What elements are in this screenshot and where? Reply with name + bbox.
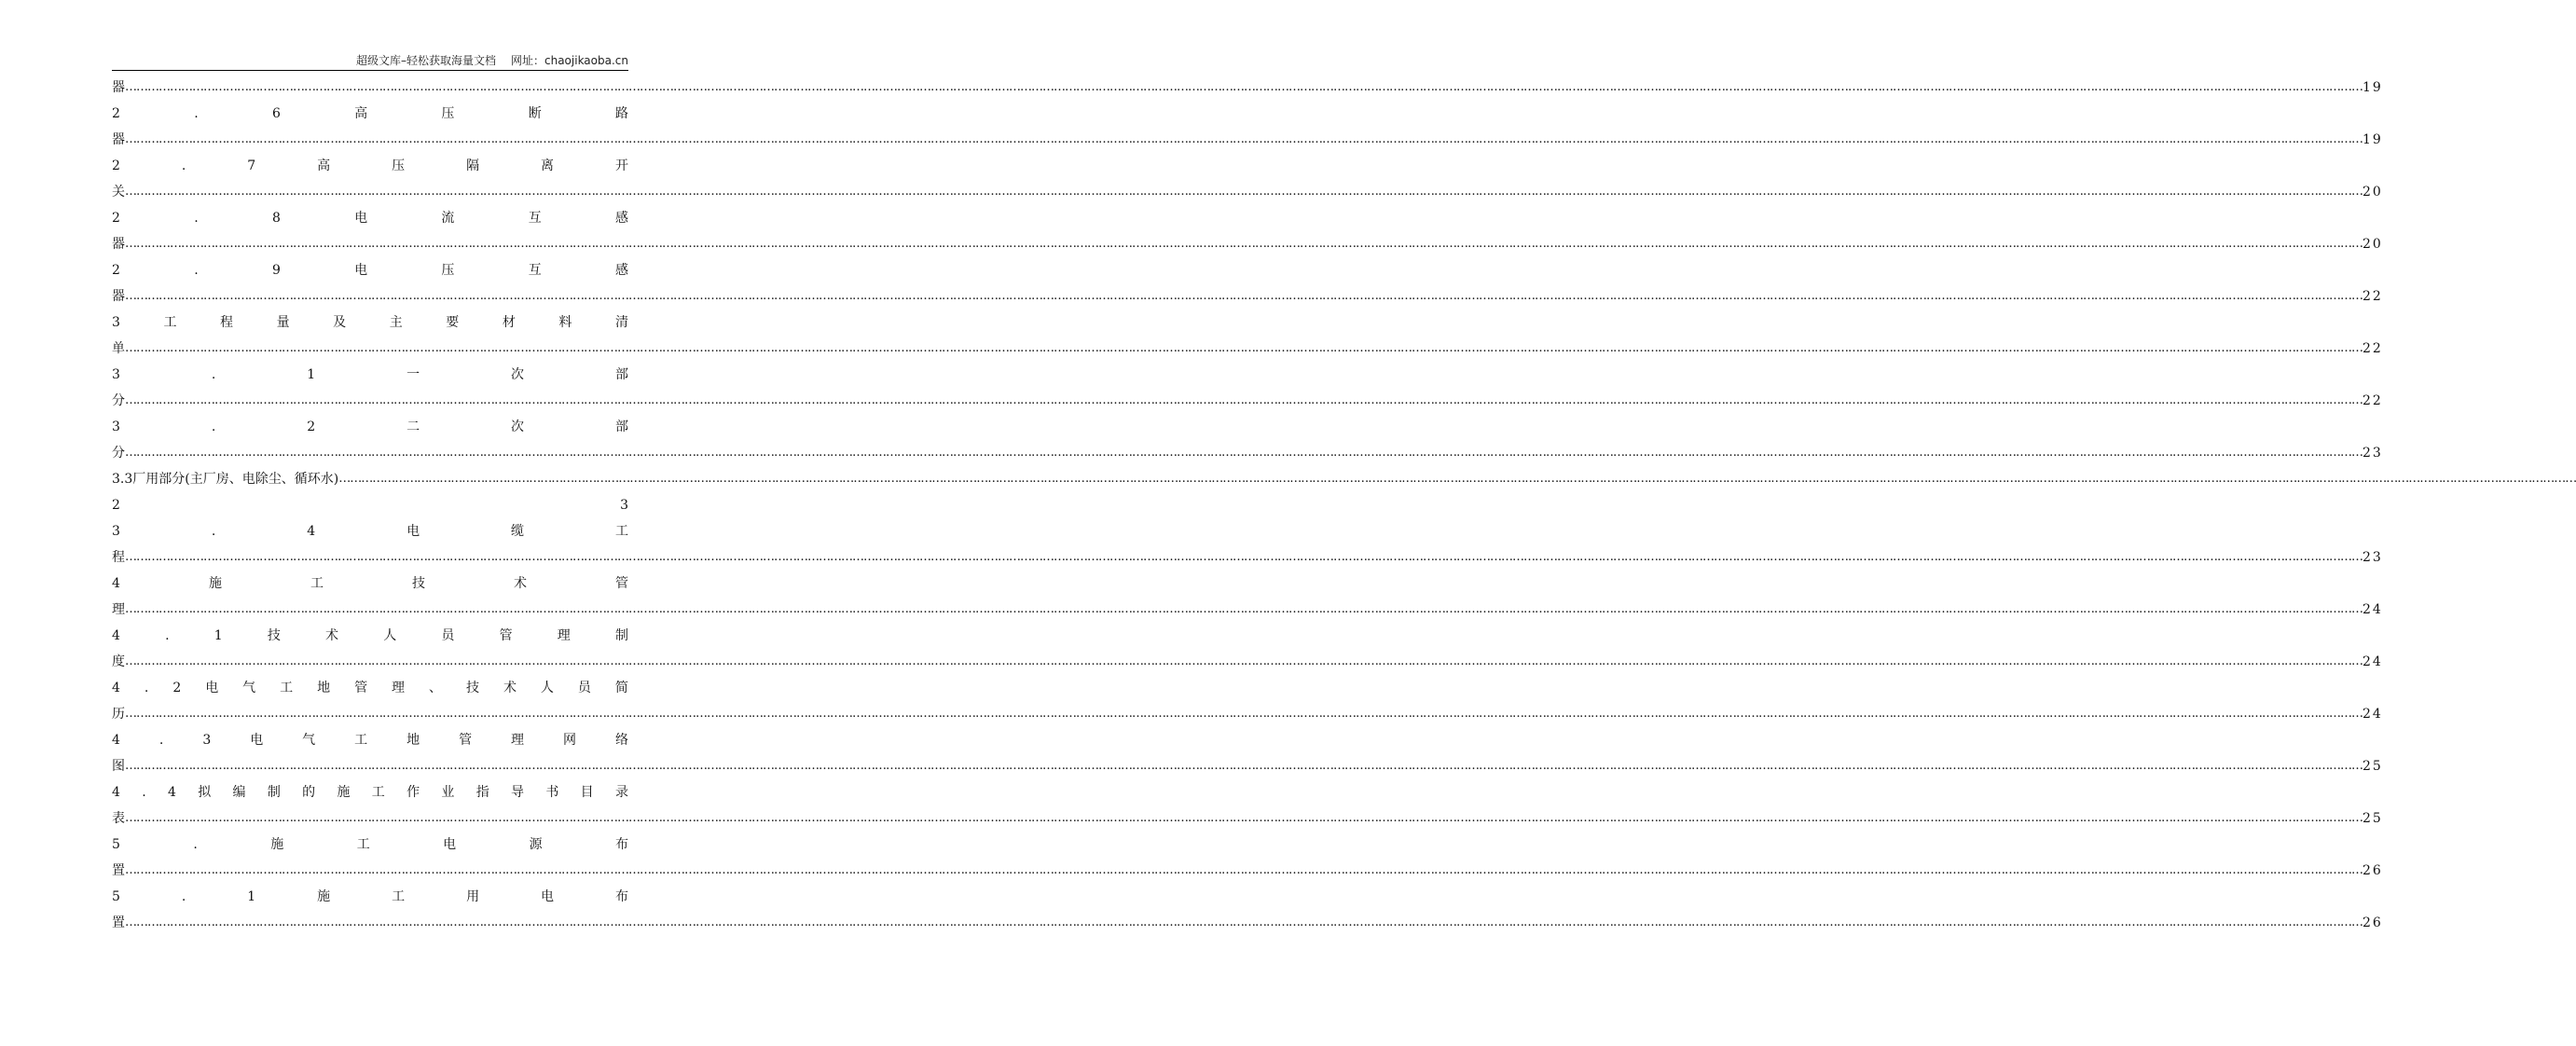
toc-entry-text: 图: [112, 759, 125, 774]
toc-token: 二: [406, 420, 420, 434]
toc-token: 8: [271, 211, 281, 226]
header-url: chaojikaoba.cn: [544, 54, 628, 67]
toc-token: 2: [112, 158, 120, 173]
toc-token: 、: [429, 681, 443, 695]
toc-token: 作: [406, 785, 420, 800]
toc-token: 部: [614, 420, 628, 434]
toc-token: 施: [337, 785, 351, 800]
toc-token: .: [158, 733, 164, 748]
toc-leader-dots: ……………………………………………………………………………………………………………………………………………………………………………………………………………………………………………………………………………………………………………………………………………………………………………………………………………………………………………………………………………………………………………………………………………………: [125, 80, 2362, 94]
toc-token: 编: [232, 785, 246, 800]
toc-token: 理: [511, 733, 525, 748]
toc-token: 压: [441, 263, 455, 278]
toc-page-number: 20: [2362, 237, 2383, 252]
toc-token: 4: [112, 681, 120, 695]
toc-token: 电: [541, 889, 555, 904]
toc-token: 次: [511, 367, 525, 382]
toc-leader-dots: ……………………………………………………………………………………………………………………………………………………………………………………………………………………………………………………………………………………………………………………………………………………………………………………………………………………………………………………………………………………………………………………………………………………: [125, 289, 2362, 303]
toc-page-number: 22: [2362, 289, 2383, 304]
toc-entry-text: 分: [112, 446, 125, 461]
toc-page-number: 25: [2362, 759, 2383, 774]
toc-token: 理: [392, 681, 406, 695]
toc-token: 量: [276, 315, 290, 330]
toc-token: 工: [163, 315, 177, 330]
toc-token: 感: [614, 263, 628, 278]
toc-token: 断: [528, 106, 542, 121]
toc-token: 管: [499, 628, 513, 643]
toc-token: 1: [307, 367, 316, 382]
header-rule: [112, 70, 628, 71]
toc-line: [112, 362, 628, 388]
toc-token: .: [181, 158, 186, 173]
toc-entry-text: 器: [112, 289, 125, 304]
toc-token: .: [194, 211, 199, 226]
toc-leader-dots: ……………………………………………………………………………………………………………………………………………………………………………………………………………………………………………………………………………………………………………………………………………………………………………………………………………………………………………………………………………………………………………………………………………………: [125, 811, 2362, 825]
toc-line: [112, 257, 628, 283]
toc-entry-text: 表: [112, 811, 125, 826]
header-site-text: 超级文库–轻松获取海量文档: [355, 54, 496, 67]
toc-token: 高: [317, 158, 331, 173]
toc-token: 电: [406, 524, 420, 539]
toc-token: 制: [267, 785, 281, 800]
toc-line: [112, 127, 2383, 153]
toc-line: [112, 205, 628, 231]
toc-entry-text: 器: [112, 132, 125, 147]
toc-token: 目: [580, 785, 594, 800]
toc-token: 工: [280, 681, 294, 695]
toc-line: [112, 388, 2383, 414]
toc-line: [112, 544, 2383, 571]
table-of-contents: [112, 75, 2576, 936]
toc-token: 工: [310, 576, 324, 591]
toc-line: [112, 675, 628, 701]
toc-leader-dots: ……………………………………………………………………………………………………………………………………………………………………………………………………………………………………………………………………………………………………………………………………………………………………………………………………………………………………………………………………………………………………………………………………………………: [125, 393, 2362, 407]
toc-token: 2: [172, 681, 182, 695]
toc-line: [112, 910, 2383, 936]
toc-token: 施: [270, 837, 284, 852]
toc-token: 材: [502, 315, 516, 330]
toc-token: 布: [614, 889, 628, 904]
toc-leader-dots: ……………………………………………………………………………………………………………………………………………………………………………………………………………………………………………………………………………………………………………………………………………………………………………………………………………………………………………………………………………………………………………………………………………………: [125, 863, 2362, 877]
toc-page-number: 22: [2362, 341, 2383, 356]
toc-token: 气: [242, 681, 256, 695]
toc-entry-text: 器: [112, 237, 125, 252]
toc-line: [112, 414, 628, 440]
toc-leader-dots: ……………………………………………………………………………………………………………………………………………………………………………………………………………………………………………………………………………………………………………………………………………………………………………………………………………………………………………………………………………………………………………………………………………………: [125, 550, 2362, 564]
toc-token: 4: [112, 628, 120, 643]
toc-token: 术: [503, 681, 517, 695]
toc-token: 开: [614, 158, 628, 173]
toc-token: 管: [615, 576, 628, 591]
toc-token: 2: [112, 211, 120, 226]
toc-token: 料: [558, 315, 572, 330]
toc-token: 电: [205, 681, 219, 695]
toc-token: 高: [354, 106, 368, 121]
toc-page-number: 26: [2362, 915, 2383, 930]
toc-entry-text: 理: [112, 602, 125, 617]
toc-token: 压: [392, 158, 406, 173]
toc-token: 4: [168, 785, 176, 800]
toc-token: 感: [614, 211, 628, 226]
toc-leader-dots: ……………………………………………………………………………………………………………………………………………………………………………………………………………………………………………………………………………………………………………………………………………………………………………………………………………………………………………………………………………………………………………………………………………………: [125, 654, 2362, 668]
toc-entry-text: 置: [112, 915, 125, 930]
toc-line: [112, 231, 2383, 257]
toc-line: [112, 701, 2383, 727]
toc-leader-dots: ……………………………………………………………………………………………………………………………………………………………………………………………………………………………………………………………………………………………………………………………………………………………………………………………………………………………………………………………………………………………………………………………………………………: [125, 915, 2362, 929]
toc-page-number: 23: [2362, 446, 2383, 461]
toc-token: 业: [441, 785, 455, 800]
toc-leader-dots: ……………………………………………………………………………………………………………………………………………………………………………………………………………………………………………………………………………………………………………………………………………………………………………………………………………………………………………………………………………………………………………………………………………………: [125, 446, 2362, 460]
toc-token: 管: [354, 681, 368, 695]
toc-page-number: 22: [2362, 393, 2383, 408]
toc-token: 指: [475, 785, 489, 800]
toc-entry-text: 器: [112, 80, 125, 95]
toc-token: 7: [247, 158, 256, 173]
toc-page-number: 20: [2362, 185, 2383, 200]
toc-token: 电: [354, 263, 368, 278]
toc-line: [112, 571, 628, 597]
toc-token: 压: [441, 106, 455, 121]
toc-token: .: [211, 524, 216, 539]
toc-token: 1: [247, 889, 256, 904]
toc-token: 3: [112, 315, 120, 330]
toc-line: [112, 336, 2383, 362]
toc-page-number: 25: [2362, 811, 2383, 826]
toc-token: 用: [466, 889, 480, 904]
toc-token: 5: [112, 889, 120, 904]
toc-token: 的: [302, 785, 316, 800]
toc-line: [112, 101, 628, 127]
toc-line: [112, 805, 2383, 832]
toc-token: 制: [614, 628, 628, 643]
toc-token: 气: [302, 733, 316, 748]
toc-token: 源: [529, 837, 543, 852]
toc-token: 地: [317, 681, 331, 695]
toc-leader-dots: ……………………………………………………………………………………………………………………………………………………………………………………………………………………………………………………………………………………………………………………………………………………………………………………………………………………………………………………………………………………………………………………………………………………: [338, 472, 2576, 486]
toc-line: [112, 518, 628, 544]
toc-token: 理: [557, 628, 571, 643]
toc-token: 人: [540, 681, 554, 695]
toc-token: 3: [202, 733, 212, 748]
toc-page-number: 19: [2362, 80, 2383, 95]
toc-token: 工: [356, 837, 370, 852]
toc-token: 4: [307, 524, 316, 539]
toc-page-number: 23: [2362, 550, 2383, 565]
toc-line: [112, 623, 628, 649]
toc-line: [112, 440, 2383, 466]
toc-line: [112, 75, 2383, 101]
toc-line: [112, 649, 2383, 675]
toc-token: 技: [465, 681, 479, 695]
toc-token: 工: [614, 524, 628, 539]
toc-token: 录: [614, 785, 628, 800]
toc-token: 电: [354, 211, 368, 226]
toc-token: 2: [112, 498, 120, 513]
toc-token: .: [165, 628, 170, 643]
toc-token: 互: [528, 211, 542, 226]
toc-token: 4: [112, 785, 120, 800]
toc-line: [112, 779, 628, 805]
toc-token: 清: [614, 315, 628, 330]
toc-entry-text: 历: [112, 707, 125, 722]
toc-line: [112, 283, 2383, 310]
toc-token: 9: [271, 263, 281, 278]
toc-token: 1: [214, 628, 223, 643]
toc-token: 隔: [466, 158, 480, 173]
toc-token: 导: [511, 785, 525, 800]
toc-token: 及: [333, 315, 347, 330]
toc-token: 要: [446, 315, 460, 330]
toc-token: 布: [615, 837, 628, 852]
toc-token: 地: [406, 733, 420, 748]
toc-token: 2: [112, 263, 120, 278]
toc-line: [112, 832, 628, 858]
toc-token: 技: [411, 576, 425, 591]
toc-entry-text: 度: [112, 654, 125, 669]
toc-token: 施: [208, 576, 222, 591]
toc-token: 5: [112, 837, 120, 852]
toc-token: 互: [528, 263, 542, 278]
toc-token: 2: [307, 420, 316, 434]
toc-token: 离: [541, 158, 555, 173]
toc-token: 工: [392, 889, 406, 904]
toc-line: [112, 492, 628, 518]
toc-leader-dots: ……………………………………………………………………………………………………………………………………………………………………………………………………………………………………………………………………………………………………………………………………………………………………………………………………………………………………………………………………………………………………………………………………………………: [125, 341, 2362, 355]
toc-page-number: 24: [2362, 707, 2383, 722]
toc-token: 拟: [198, 785, 212, 800]
toc-line: [112, 179, 2383, 205]
toc-leader-dots: ……………………………………………………………………………………………………………………………………………………………………………………………………………………………………………………………………………………………………………………………………………………………………………………………………………………………………………………………………………………………………………………………………………………: [125, 237, 2362, 251]
toc-token: .: [211, 420, 216, 434]
toc-token: 络: [614, 733, 628, 748]
toc-line: [112, 753, 2383, 779]
toc-line: [112, 597, 2383, 623]
toc-token: 次: [511, 420, 525, 434]
toc-token: 3: [620, 498, 628, 513]
toc-line: [112, 153, 628, 179]
toc-page-number: 24: [2362, 654, 2383, 669]
toc-token: 4: [112, 733, 120, 748]
toc-entry-text: 程: [112, 550, 125, 565]
toc-leader-dots: ……………………………………………………………………………………………………………………………………………………………………………………………………………………………………………………………………………………………………………………………………………………………………………………………………………………………………………………………………………………………………………………………………………………: [125, 185, 2362, 199]
toc-line: [112, 466, 2576, 492]
toc-leader-dots: ……………………………………………………………………………………………………………………………………………………………………………………………………………………………………………………………………………………………………………………………………………………………………………………………………………………………………………………………………………………………………………………………………………………: [125, 707, 2362, 721]
toc-leader-dots: ……………………………………………………………………………………………………………………………………………………………………………………………………………………………………………………………………………………………………………………………………………………………………………………………………………………………………………………………………………………………………………………………………………………: [125, 602, 2362, 616]
toc-token: .: [142, 785, 146, 800]
toc-page-number: 24: [2362, 602, 2383, 617]
toc-line: [112, 310, 628, 336]
page-header: [112, 52, 628, 68]
toc-line: [112, 884, 628, 910]
toc-token: 2: [112, 106, 120, 121]
toc-token: .: [211, 367, 216, 382]
toc-token: 员: [441, 628, 455, 643]
toc-page-number: 19: [2362, 132, 2383, 147]
toc-token: 流: [441, 211, 455, 226]
toc-token: 一: [406, 367, 420, 382]
toc-token: 书: [545, 785, 559, 800]
toc-token: .: [194, 263, 199, 278]
toc-entry-text: 置: [112, 863, 125, 878]
toc-token: 部: [614, 367, 628, 382]
toc-token: 术: [513, 576, 527, 591]
toc-token: 电: [443, 837, 457, 852]
toc-token: 术: [325, 628, 339, 643]
toc-token: 主: [389, 315, 403, 330]
toc-page-number: 26: [2362, 863, 2383, 878]
toc-token: .: [193, 837, 198, 852]
toc-leader-dots: ……………………………………………………………………………………………………………………………………………………………………………………………………………………………………………………………………………………………………………………………………………………………………………………………………………………………………………………………………………………………………………………………………………………: [125, 759, 2362, 773]
toc-token: .: [181, 889, 186, 904]
toc-token: 程: [220, 315, 234, 330]
toc-entry-text: 3.3厂用部分(主厂房、电除尘、循环水): [112, 472, 339, 487]
toc-token: .: [194, 106, 199, 121]
toc-token: 网: [563, 733, 577, 748]
toc-token: .: [144, 681, 149, 695]
toc-token: 管: [459, 733, 473, 748]
toc-token: 3: [112, 367, 120, 382]
toc-token: 员: [577, 681, 591, 695]
toc-token: 技: [267, 628, 281, 643]
toc-entry-text: 单: [112, 341, 125, 356]
toc-token: 3: [112, 524, 120, 539]
toc-token: 3: [112, 420, 120, 434]
toc-token: 施: [317, 889, 331, 904]
toc-entry-text: 关: [112, 185, 125, 200]
toc-token: 6: [271, 106, 281, 121]
toc-entry-text: 分: [112, 393, 125, 408]
toc-token: 缆: [511, 524, 525, 539]
toc-token: 人: [383, 628, 397, 643]
header-url-label: 网址：: [510, 54, 544, 67]
toc-line: [112, 727, 628, 753]
toc-line: [112, 858, 2383, 884]
toc-token: 简: [614, 681, 628, 695]
toc-token: 工: [354, 733, 368, 748]
toc-leader-dots: ……………………………………………………………………………………………………………………………………………………………………………………………………………………………………………………………………………………………………………………………………………………………………………………………………………………………………………………………………………………………………………………………………………………: [125, 132, 2362, 146]
toc-token: 电: [250, 733, 264, 748]
toc-token: 工: [371, 785, 385, 800]
toc-token: 4: [112, 576, 120, 591]
toc-token: 路: [614, 106, 628, 121]
